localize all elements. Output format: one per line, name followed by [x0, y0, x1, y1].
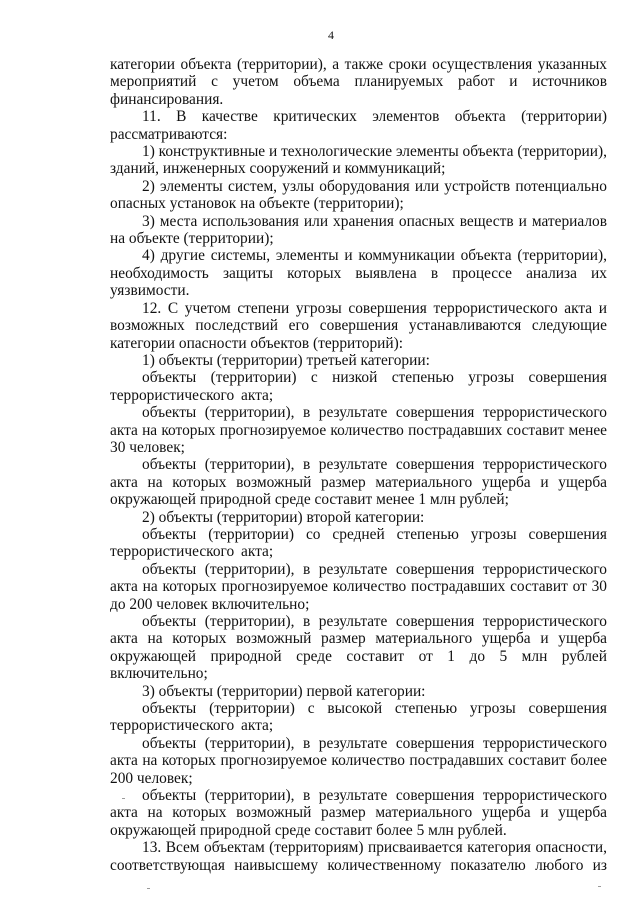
paragraph-11-item-2: 2) элементы систем, узлы оборудования или устройств потенциально опасных установок на объекте (территории); — [110, 177, 607, 213]
category-3-damage: объекты (территории), в результате совершения террористического акта на которых возможный размер материального ущерба и ущерба окружающей природной среде составит менее 1 млн рублей; — [110, 456, 607, 509]
scan-speck — [122, 798, 125, 799]
category-1-damage: объекты (территории), в результате совершения террористического акта на которых возможный размер материального ущерба и ущерба окружающей природной среде составит более 5 млн рублей. — [110, 787, 607, 839]
category-2-victims: объекты (территории), в результате совершения террористического акта на которых прогнозируемое количество пострадавших составит от 30 до 200 человек включительно; — [110, 560, 607, 613]
category-3-victims: объекты (территории), в результате совершения террористического акта на которых прогнозируемое количество пострадавших составит менее 30 человек; — [110, 404, 607, 456]
category-1-heading: 3) объекты (территории) первой категории: — [142, 682, 426, 700]
scan-speck — [147, 888, 150, 889]
scan-speck — [598, 886, 601, 887]
paragraph-continuation: категории объекта (территории), а также сроки осуществления указанных мероприятий с учетом объема планируемых работ и источников финансирования. — [110, 56, 607, 108]
page-number: 4 — [328, 28, 334, 42]
category-2-damage: объекты (территории), в результате совершения террористического акта на которых возможный размер материального ущерба и ущерба окружающей природной среде составит от 1 до 5 млн рублей включительно; — [110, 613, 607, 683]
paragraph-11-item-1: 1) конструктивные и технологические элементы объекта (территории), зданий, инженерных сооружений и коммуникаций; — [110, 143, 607, 178]
paragraph-11: 11. В качестве критических элементов объекта (территории) рассматриваются: — [110, 108, 607, 143]
category-1-victims: объекты (территории), в результате совершения террористического акта на которых прогнозируемое количество пострадавших составит более 200 человек; — [110, 734, 607, 787]
category-2-heading: 2) объекты (территории) второй категории: — [142, 508, 425, 526]
category-3-threat: объекты (территории) с низкой степенью угрозы совершения террористического акта; — [110, 369, 607, 404]
document-body — [110, 56, 607, 874]
paragraph-11-item-3: 3) места использования или хранения опасных веществ и материалов на объекте (территории); — [110, 212, 607, 248]
category-3-heading: 1) объекты (территории) третьей категории: — [142, 351, 430, 369]
paragraph-13: 13. Всем объектам (территориям) присваивается категория опасности, соответствующая наивысшему количественному показателю любого из — [110, 839, 607, 874]
category-2-threat: объекты (территории) со средней степенью угрозы совершения террористического акта; — [110, 525, 607, 561]
paragraph-12: 12. С учетом степени угрозы совершения террористического акта и возможных последствий его совершения устанавливаются следующие категории опасности объектов (территорий): — [110, 299, 607, 352]
category-1-threat: объекты (территории) с высокой степенью угрозы совершения террористического акта; — [110, 700, 607, 735]
paragraph-11-item-4: 4) другие системы, элементы и коммуникации объекта (территории), необходимость защиты которых выявлена в процессе анализа их уязвимости. — [110, 247, 607, 300]
